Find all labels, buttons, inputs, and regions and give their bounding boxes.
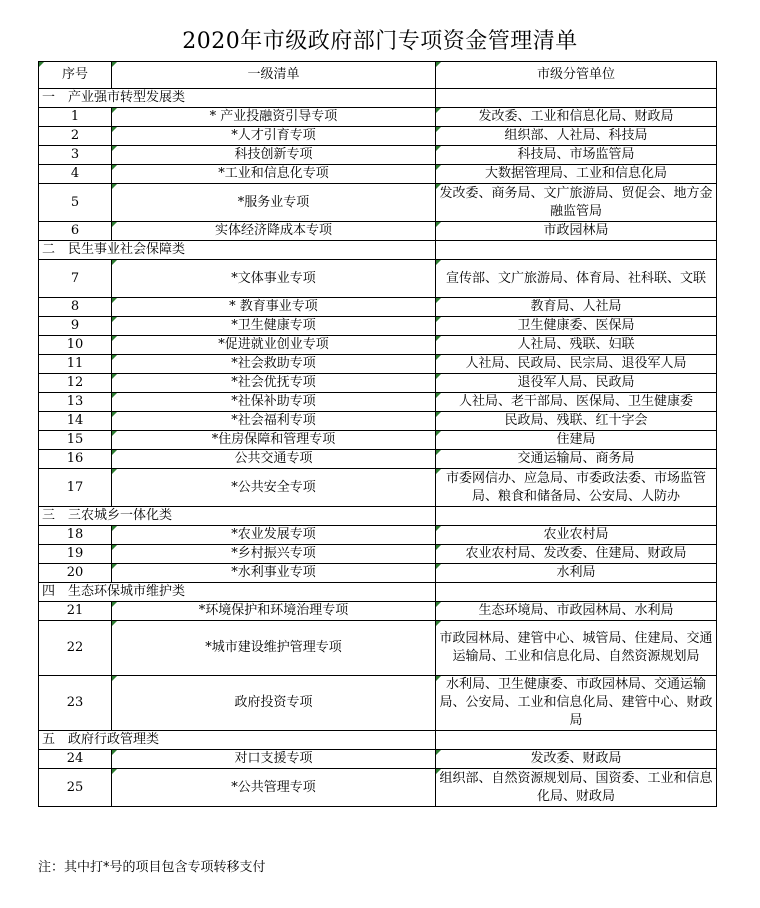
table-row xyxy=(39,564,717,583)
row-name: *社保补助专项 xyxy=(112,393,436,412)
row-unit: 组织部、人社局、科技局 xyxy=(436,127,717,146)
table-header-row xyxy=(39,62,717,89)
table-row xyxy=(39,336,717,355)
row-index: 24 xyxy=(39,750,112,769)
row-name: *社会救助专项 xyxy=(112,355,436,374)
category-name: 民生事业社会保障类 xyxy=(68,242,186,257)
row-index: 7 xyxy=(39,260,112,298)
row-name: * 教育事业专项 xyxy=(112,298,436,317)
table-row xyxy=(39,108,717,127)
row-unit: 人社局、老干部局、医保局、卫生健康委 xyxy=(436,393,717,412)
row-name: * 产业投融资引导专项 xyxy=(112,108,436,127)
row-index: 21 xyxy=(39,602,112,621)
row-name: *促进就业创业专项 xyxy=(112,336,436,355)
header-unit: 市级分管单位 xyxy=(436,62,717,89)
row-unit: 市委网信办、应急局、市委政法委、市场监管局、粮食和储备局、公安局、人防办 xyxy=(436,469,717,507)
table-row xyxy=(39,393,717,412)
row-index: 9 xyxy=(39,317,112,336)
row-unit: 市政园林局 xyxy=(436,222,717,241)
row-index: 11 xyxy=(39,355,112,374)
category-number: 四 xyxy=(42,584,56,599)
table-row xyxy=(39,222,717,241)
row-name: *卫生健康专项 xyxy=(112,317,436,336)
row-name: *城市建设维护管理专项 xyxy=(112,621,436,676)
row-name: *工业和信息化专项 xyxy=(112,165,436,184)
row-unit: 人社局、残联、妇联 xyxy=(436,336,717,355)
fund-list-table xyxy=(38,61,717,807)
category-number: 一 xyxy=(42,90,56,105)
row-name: *水利事业专项 xyxy=(112,564,436,583)
table-row xyxy=(39,146,717,165)
category-number: 三 xyxy=(42,508,56,523)
row-index: 22 xyxy=(39,621,112,676)
table-row xyxy=(39,184,717,222)
row-unit: 农业农村局、发改委、住建局、财政局 xyxy=(436,545,717,564)
row-index: 3 xyxy=(39,146,112,165)
table-row xyxy=(39,526,717,545)
table-row xyxy=(39,374,717,393)
row-name: *农业发展专项 xyxy=(112,526,436,545)
row-index: 2 xyxy=(39,127,112,146)
table-row xyxy=(39,260,717,298)
row-index: 19 xyxy=(39,545,112,564)
row-index: 1 xyxy=(39,108,112,127)
row-name: 对口支援专项 xyxy=(112,750,436,769)
table-row xyxy=(39,602,717,621)
header-name: 一级清单 xyxy=(112,62,436,89)
table-row xyxy=(39,165,717,184)
footnote: 注：其中打*号的项目包含专项转移支付 xyxy=(38,860,266,875)
row-unit: 教育局、人社局 xyxy=(436,298,717,317)
table-row xyxy=(39,127,717,146)
table-row xyxy=(39,355,717,374)
row-name: 科技创新专项 xyxy=(112,146,436,165)
row-unit: 市政园林局、建管中心、城管局、住建局、交通运输局、工业和信息化局、自然资源规划局 xyxy=(436,621,717,676)
row-unit: 水利局、卫生健康委、市政园林局、交通运输局、公安局、工业和信息化局、建管中心、财政局 xyxy=(436,676,717,731)
row-name: *服务业专项 xyxy=(112,184,436,222)
row-unit: 卫生健康委、医保局 xyxy=(436,317,717,336)
row-index: 12 xyxy=(39,374,112,393)
row-index: 18 xyxy=(39,526,112,545)
row-name: *环境保护和环境治理专项 xyxy=(112,602,436,621)
table-row xyxy=(39,412,717,431)
category-number: 二 xyxy=(42,242,56,257)
row-index: 4 xyxy=(39,165,112,184)
category-row xyxy=(39,731,717,750)
row-index: 8 xyxy=(39,298,112,317)
table-row xyxy=(39,298,717,317)
row-unit: 水利局 xyxy=(436,564,717,583)
category-row xyxy=(39,583,717,602)
row-unit: 民政局、残联、红十字会 xyxy=(436,412,717,431)
row-name: *乡村振兴专项 xyxy=(112,545,436,564)
row-unit: 发改委、商务局、文广旅游局、贸促会、地方金融监管局 xyxy=(436,184,717,222)
table-row xyxy=(39,431,717,450)
row-index: 25 xyxy=(39,769,112,807)
table-row xyxy=(39,621,717,676)
category-name: 政府行政管理类 xyxy=(68,732,160,747)
category-name: 三农城乡一体化类 xyxy=(68,508,173,523)
row-index: 20 xyxy=(39,564,112,583)
row-index: 13 xyxy=(39,393,112,412)
category-name: 生态环保城市维护类 xyxy=(68,584,186,599)
table-row xyxy=(39,450,717,469)
header-index: 序号 xyxy=(39,62,112,89)
row-unit: 大数据管理局、工业和信息化局 xyxy=(436,165,717,184)
table-row xyxy=(39,469,717,507)
row-name: *住房保障和管理专项 xyxy=(112,431,436,450)
row-name: *文体事业专项 xyxy=(112,260,436,298)
row-index: 6 xyxy=(39,222,112,241)
row-unit: 科技局、市场监管局 xyxy=(436,146,717,165)
row-unit: 宣传部、文广旅游局、体育局、社科联、文联 xyxy=(436,260,717,298)
category-row xyxy=(39,507,717,526)
row-name: *社会福利专项 xyxy=(112,412,436,431)
row-unit: 交通运输局、商务局 xyxy=(436,450,717,469)
row-unit: 发改委、财政局 xyxy=(436,750,717,769)
table-row xyxy=(39,545,717,564)
row-name: *社会优抚专项 xyxy=(112,374,436,393)
row-name: 公共交通专项 xyxy=(112,450,436,469)
row-index: 17 xyxy=(39,469,112,507)
table-row xyxy=(39,317,717,336)
category-name: 产业强市转型发展类 xyxy=(68,90,186,105)
category-row xyxy=(39,89,717,108)
row-name: *公共安全专项 xyxy=(112,469,436,507)
table-row xyxy=(39,750,717,769)
row-unit: 发改委、工业和信息化局、财政局 xyxy=(436,108,717,127)
row-name: *公共管理专项 xyxy=(112,769,436,807)
row-unit: 组织部、自然资源规划局、国资委、工业和信息化局、财政局 xyxy=(436,769,717,807)
row-name: *人才引育专项 xyxy=(112,127,436,146)
category-number: 五 xyxy=(42,732,56,747)
category-row xyxy=(39,241,717,260)
row-index: 5 xyxy=(39,184,112,222)
table-row xyxy=(39,769,717,807)
row-name: 政府投资专项 xyxy=(112,676,436,731)
row-index: 10 xyxy=(39,336,112,355)
row-name: 实体经济降成本专项 xyxy=(112,222,436,241)
row-unit: 住建局 xyxy=(436,431,717,450)
row-unit: 农业农村局 xyxy=(436,526,717,545)
row-index: 15 xyxy=(39,431,112,450)
table-row xyxy=(39,676,717,731)
row-unit: 人社局、民政局、民宗局、退役军人局 xyxy=(436,355,717,374)
row-index: 14 xyxy=(39,412,112,431)
row-unit: 退役军人局、民政局 xyxy=(436,374,717,393)
row-index: 23 xyxy=(39,676,112,731)
page-title: 2020年市级政府部门专项资金管理清单 xyxy=(182,29,578,54)
row-unit: 生态环境局、市政园林局、水利局 xyxy=(436,602,717,621)
row-index: 16 xyxy=(39,450,112,469)
